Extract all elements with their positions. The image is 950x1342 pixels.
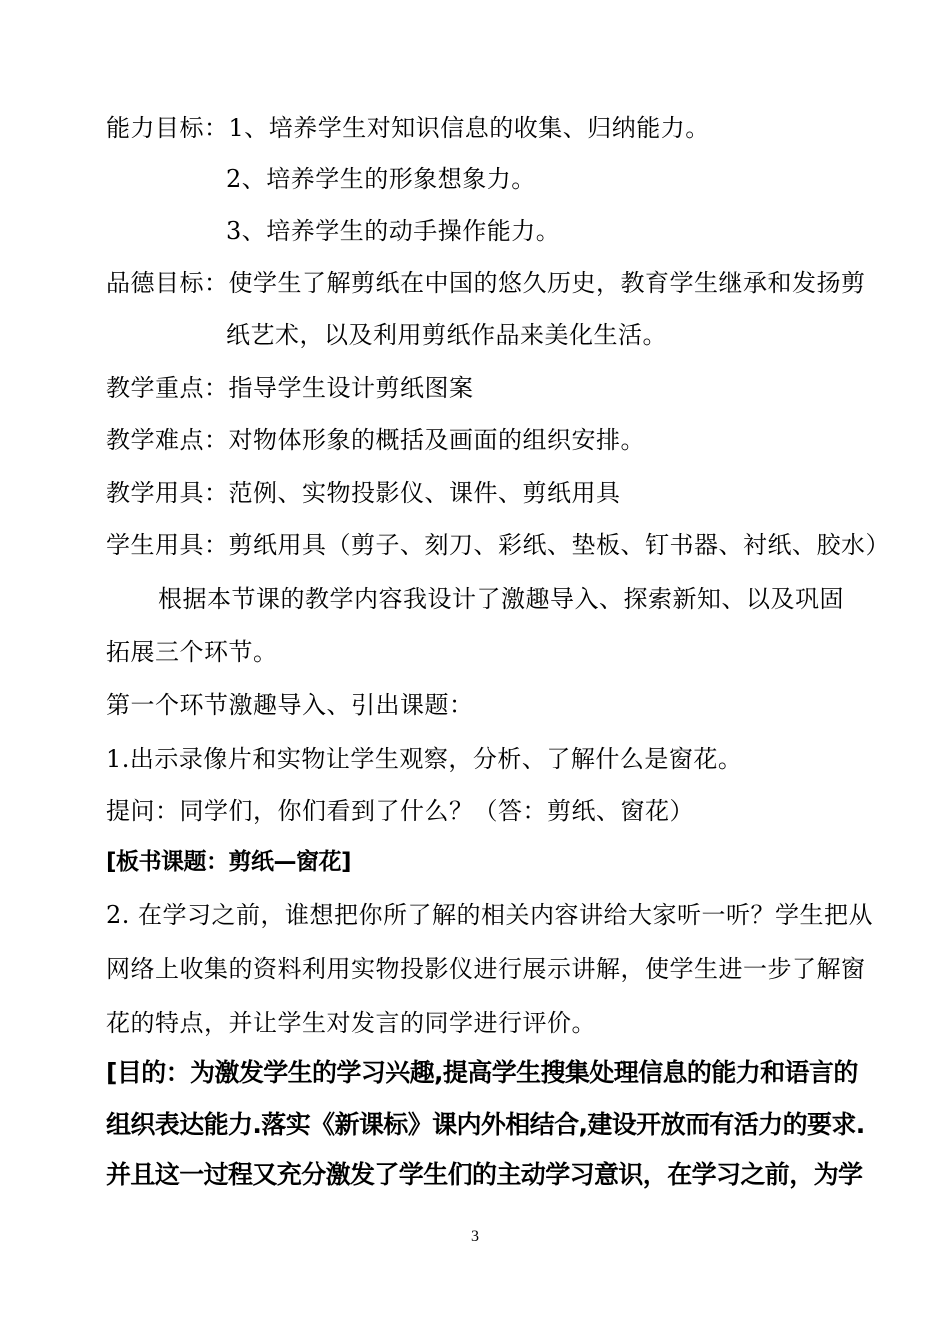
student-tools: 学生用具：剪纸用具（剪子、刻刀、彩纸、垫板、钉书器、衬纸、胶水） (106, 531, 890, 559)
ability-goal-line-1: 能力目标：1、培养学生对知识信息的收集、归纳能力。 (106, 114, 710, 142)
step-two-line-1: 2. 在学习之前，谁想把你所了解的相关内容讲给大家听一听？学生把从 (106, 901, 874, 929)
ability-goal-line-2: 2、培养学生的形象想象力。 (226, 165, 536, 193)
question-line: 提问：同学们，你们看到了什么？（答：剪纸、窗花） (106, 797, 694, 825)
step-two-line-2: 网络上收集的资料利用实物投影仪进行展示讲解，使学生进一步了解窗 (106, 955, 866, 983)
paragraph-intro-line-1: 根据本节课的教学内容我设计了激趣导入、探索新知、以及巩固 (158, 585, 844, 613)
teaching-focus: 教学重点：指导学生设计剪纸图案 (106, 374, 474, 402)
purpose-line-1: [目的：为激发学生的学习兴趣,提高学生搜集处理信息的能力和语言的 (106, 1058, 858, 1087)
section-one-heading: 第一个环节激趣导入、引出课题： (106, 691, 474, 719)
purpose-line-3: 并且这一过程又充分激发了学生们的主动学习意识，在学习之前，为学 (106, 1160, 863, 1189)
ability-goal-line-3: 3、培养学生的动手操作能力。 (226, 217, 561, 245)
teaching-tools: 教学用具：范例、实物投影仪、课件、剪纸用具 (106, 479, 621, 507)
paragraph-intro-line-2: 拓展三个环节。 (106, 638, 278, 666)
moral-goal-line-2: 纸艺术，以及利用剪纸作品来美化生活。 (226, 321, 667, 349)
step-two-line-3: 花的特点，并让学生对发言的同学进行评价。 (106, 1009, 596, 1037)
board-title: [板书课题：剪纸—窗花] (106, 849, 352, 875)
moral-goal-line-1: 品德目标：使学生了解剪纸在中国的悠久历史，教育学生继承和发扬剪 (106, 269, 866, 297)
page-number: 3 (471, 1228, 479, 1245)
step-one: 1.出示录像片和实物让学生观察，分析、了解什么是窗花。 (106, 745, 743, 773)
teaching-difficulty: 教学难点：对物体形象的概括及画面的组织安排。 (106, 426, 645, 454)
purpose-line-2: 组织表达能力.落实《新课标》课内外相结合,建设开放而有活力的要求. (106, 1110, 865, 1139)
